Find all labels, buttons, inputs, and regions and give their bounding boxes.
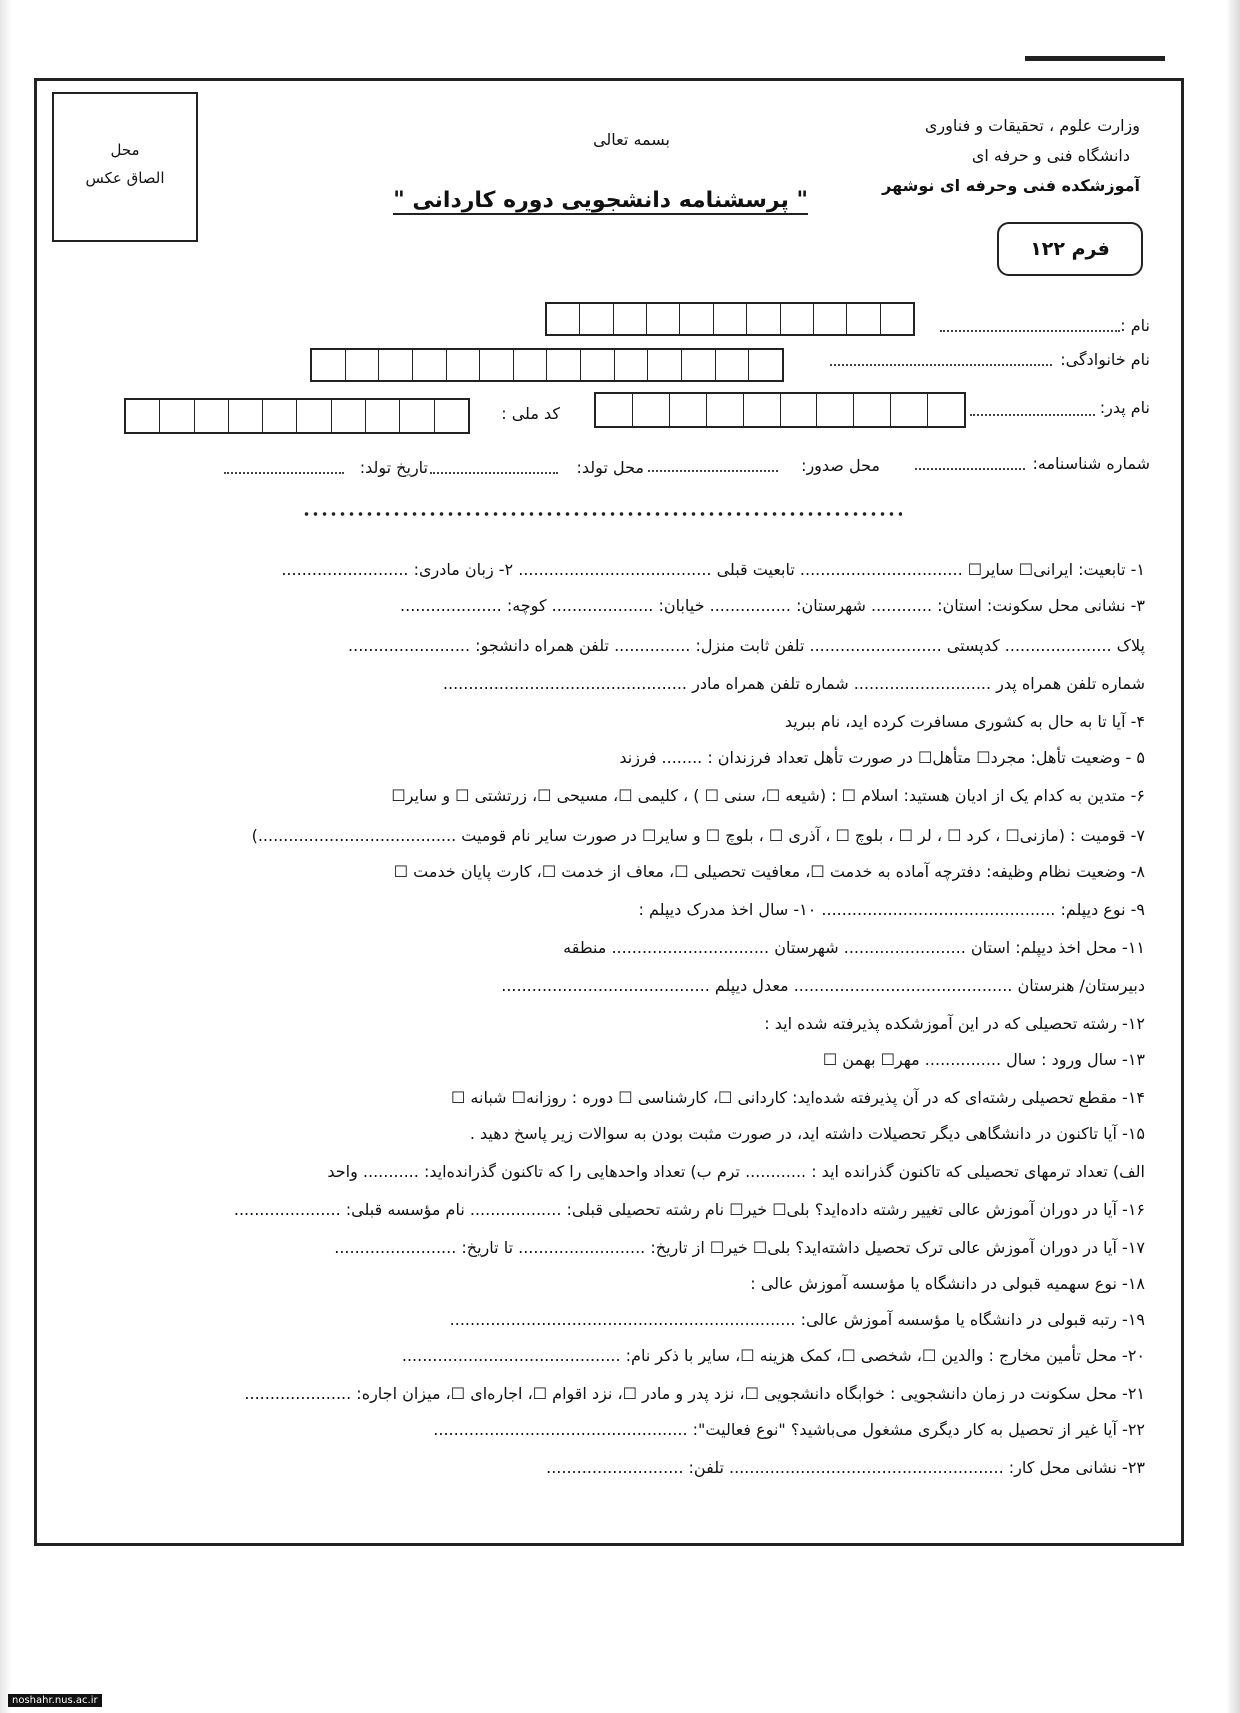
question-1: ۱- تابعیت: ایرانی☐ سایر☐ ................................ تابعیت قبلی ...................................... ۲- زبان مادری: ......................... [281, 560, 1145, 579]
label-national-code: کد ملی : [501, 404, 560, 423]
question-20: ۲۰- محل تأمین مخارج : والدین ☐، شخصی ☐، کمک هزینه ☐، سایر با ذکر نام: ........................................... [401, 1346, 1145, 1365]
separator-stars [302, 510, 902, 518]
form-number: فرم ۱۲۲ [1030, 238, 1110, 260]
field-name-line[interactable] [940, 330, 1120, 332]
form-number-box [997, 222, 1143, 276]
photo-box-line-2: الصاق عکس [85, 169, 165, 187]
question-17: ۱۷- آیا در دوران آموزش عالی ترک تحصیل داشته‌اید؟ بلی☐ خیر☐ از تاریخ: ......................... تا تاریخ: ........................ [334, 1238, 1145, 1257]
question-14: ۱۴- مقطع تحصیلی رشته‌ای که در آن پذیرفته شده‌اید: کاردانی ☐، کارشناسی ☐ دوره : روزانه☐ شبانه ☐ [451, 1088, 1145, 1107]
question-21: ۲۱- محل سکونت در زمان دانشجویی : خوابگاه دانشجویی ☐، نزد پدر و مادر ☐، نزد اقوام ☐، اجاره‌ای ☐، میزان اجاره: ..................... [244, 1384, 1145, 1403]
question-5: ۵ - وضعیت تأهل: مجرد☐ متأهل☐ در صورت تأهل تعداد فرزندان : ........ فرزند [619, 748, 1145, 767]
label-father-name: نام پدر: [1099, 398, 1150, 417]
question-3-address: ۳- نشانی محل سکونت: استان: ............ شهرستان: ................ خیابان: .................... کوچه: .................... [400, 596, 1145, 615]
address-continued: پلاک ..................... کدپستی .......................... تلفن ثابت منزل: ............... تلفن همراه دانشجو: ........................ [348, 636, 1145, 655]
field-issue-place-line[interactable] [648, 470, 778, 472]
bismillah: بسمه تعالی [593, 130, 670, 149]
photo-box-line-1: محل [110, 141, 140, 159]
label-issue-place: محل صدور: [801, 456, 880, 475]
question-15-sub: الف) تعداد ترمهای تحصیلی که تاکنون گذرانده اید : ............ ترم ب) تعداد واحدهایی را که تاکنون گذرانده‌اید: ........... واحد [327, 1162, 1145, 1181]
question-11: ۱۱- محل اخذ دیپلم: استان ........................ شهرستان ............................... منطقه [563, 938, 1145, 957]
ministry-name: وزارت علوم ، تحقیقات و فناوری [924, 116, 1140, 135]
question-22: ۲۲- آیا غیر از تحصیل به کار دیگری مشغول می‌باشید؟ "نوع فعالیت": .................................................. [433, 1420, 1145, 1439]
question-7: ۷- قومیت : (مازنی☐ ، کرد ☐ ، لر ☐ ، بلوچ ☐ ، آذری ☐ ، بلوچ ☐ و سایر☐ در صورت سایر نام قومیت .......................................) [251, 826, 1145, 845]
question-16: ۱۶- آیا در دوران آموزش عالی تغییر رشته داده‌اید؟ بلی☐ خیر☐ نام رشته تحصیلی قبلی: .................. نام مؤسسه قبلی: ..................... [233, 1200, 1145, 1219]
top-scan-mark [1025, 56, 1165, 61]
form-title: " پرسشنامه دانشجویی دوره کاردانی " [393, 188, 808, 213]
field-birth-certificate-line[interactable] [915, 468, 1025, 470]
question-18: ۱۸- نوع سهمیه قبولی در دانشگاه یا مؤسسه آموزش عالی : [750, 1274, 1145, 1293]
photo-box [52, 92, 198, 242]
question-15: ۱۵- آیا تاکنون در دانشگاهی دیگر تحصیلات داشته اید، در صورت مثبت بودن به سوالات زیر پاسخ دهید . [469, 1124, 1145, 1143]
label-name: نام : [1120, 316, 1150, 335]
question-9-10: ۹- نوع دیپلم: .............................................. ۱۰- سال اخذ مدرک دیپلم : [638, 900, 1145, 919]
university-name: دانشگاه فنی و حرفه ای [971, 146, 1130, 165]
parent-phones: شماره تلفن همراه پدر ........................... شماره تلفن همراه مادر ................................................ [442, 674, 1145, 693]
question-19: ۱۹- رتبه قبولی در دانشگاه یا مؤسسه آموزش عالی: .................................................................... [449, 1310, 1145, 1329]
question-8: ۸- وضعیت نظام وظیفه: دفترچه آماده به خدمت ☐، معافیت تحصیلی ☐، معاف از خدمت ☐، کارت پایان خدمت ☐ [393, 862, 1145, 881]
field-birth-place-line[interactable] [430, 472, 558, 474]
national-code-boxes[interactable] [124, 398, 470, 434]
question-12: ۱۲- رشته تحصیلی که در این آموزشکده پذیرفته شده اید : [764, 1014, 1145, 1033]
field-father-line[interactable] [970, 414, 1095, 416]
watermark: noshahr.nus.ac.ir [8, 1694, 102, 1707]
label-birth-place: محل تولد: [576, 458, 644, 477]
question-6: ۶- متدین به کدام یک از ادیان هستید: اسلام ☐ : (شیعه ☐، سنی ☐ ) ، کلیمی ☐، مسیحی ☐، زرتشتی ☐ و سایر☐ [391, 786, 1145, 805]
label-birth-certificate: شماره شناسنامه: [1032, 454, 1150, 473]
question-23: ۲۳- نشانی محل کار: ...................................................... تلفن: ........................... [546, 1458, 1145, 1477]
question-13: ۱۳- سال ورود : سال ............... مهر☐ بهمن ☐ [822, 1050, 1145, 1069]
school-and-gpa: دبیرستان/ هنرستان ........................................... معدل دیپلم ......................................... [501, 976, 1145, 995]
label-birth-date: تاریخ تولد: [359, 458, 428, 477]
college-name: آموزشکده فنی وحرفه ای نوشهر [882, 176, 1140, 195]
field-birth-date-line[interactable] [224, 472, 344, 474]
question-4: ۴- آیا تا به حال به کشوری مسافرت کرده اید، نام ببرید [784, 712, 1145, 731]
field-family-line[interactable] [830, 364, 1052, 366]
name-boxes[interactable] [545, 302, 915, 336]
father-name-boxes[interactable] [594, 392, 966, 428]
label-family-name: نام خانوادگی: [1060, 350, 1150, 369]
family-name-boxes[interactable] [310, 348, 784, 382]
